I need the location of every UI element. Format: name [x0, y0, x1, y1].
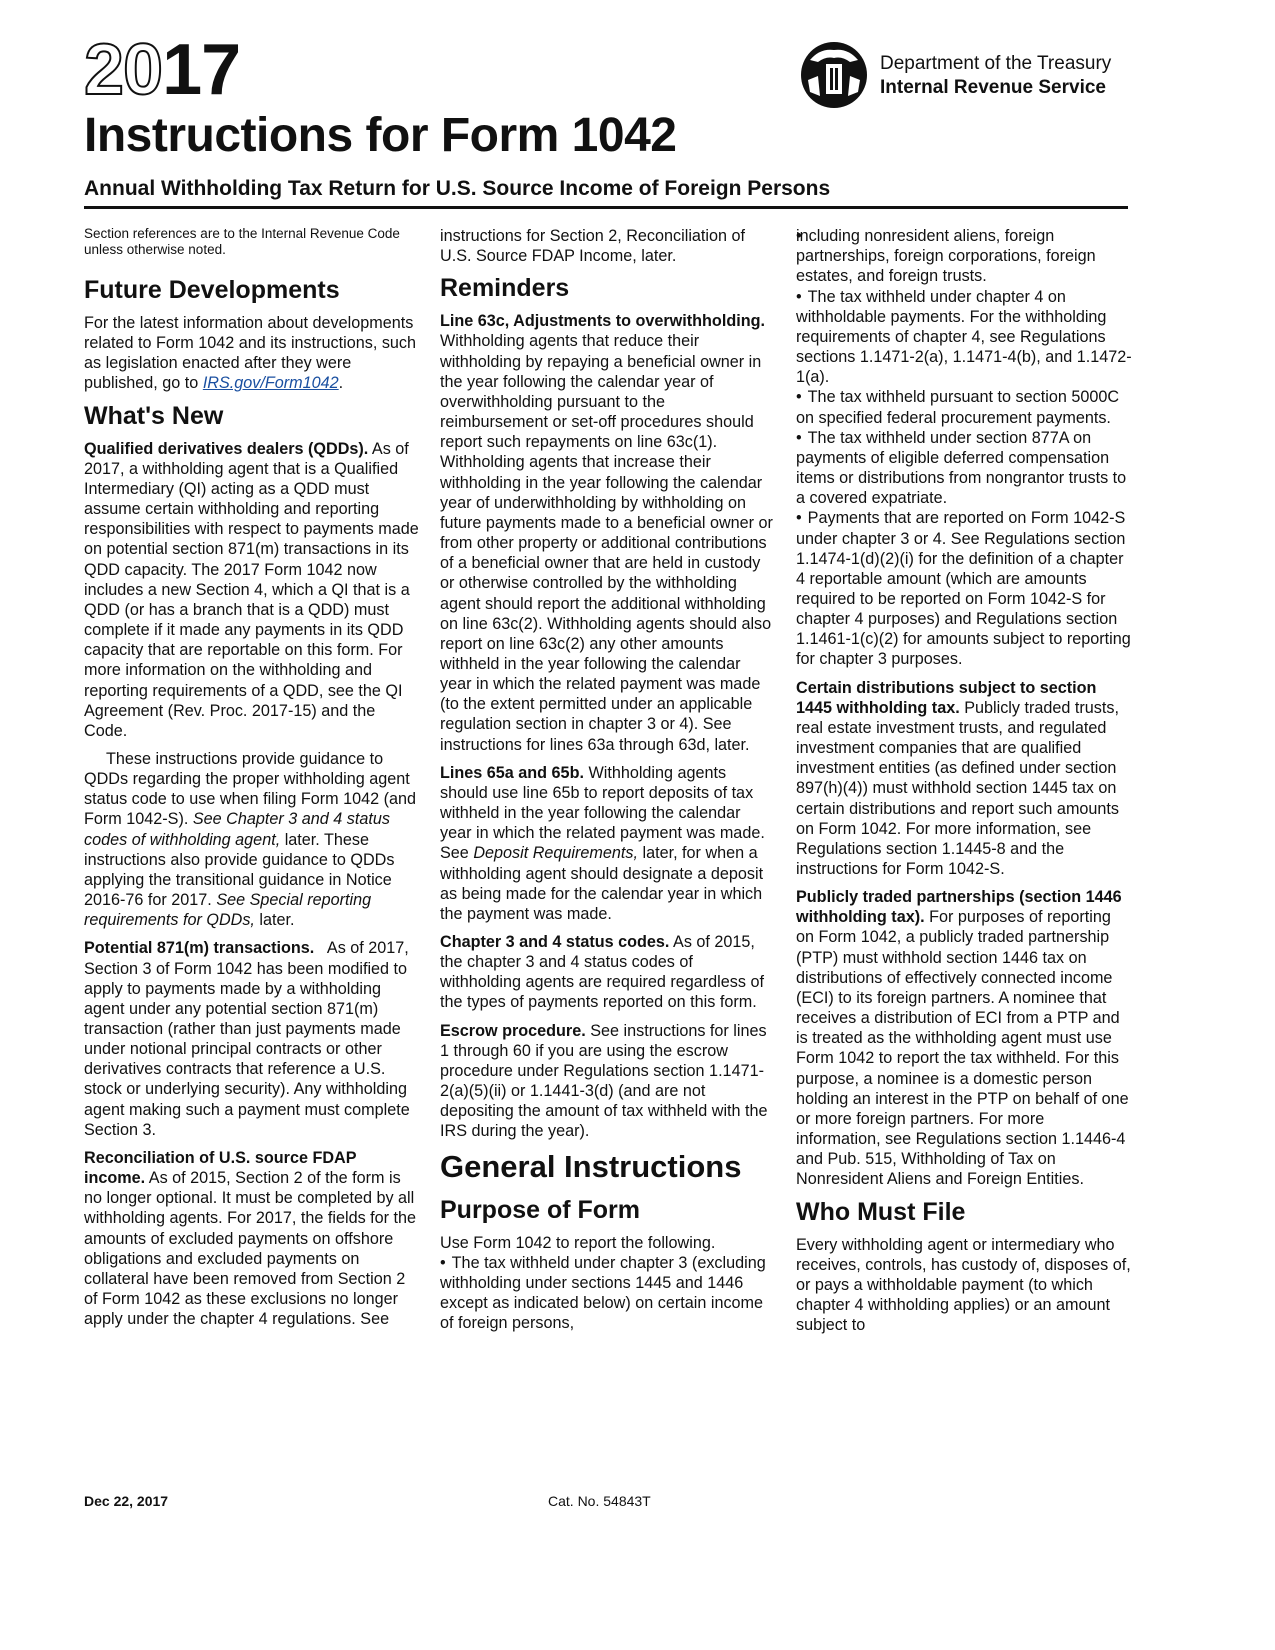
- form-year: 2017: [84, 30, 241, 110]
- reconciliation-paragraph: Reconciliation of U.S. source FDAP income. As of 2015, Section 2 of the form is no longer optional. It must be completed by all withholding agents. For 2017, the fields for the amounts of excluded payments on offshore obligations and excluded payments on collateral have been removed from Section 2 of Form 1042 as these exclusions no longer apply under the chapter 4 regulations. See: [84, 1148, 417, 1329]
- general-instructions-heading: General Instructions: [440, 1148, 742, 1184]
- header-rule: [84, 206, 1128, 209]
- purpose-bullet: • The tax withheld under chapter 3 (excluding withholding under sections 1445 and 1446 except as indicated below) on certain income of foreign persons,: [440, 1253, 776, 1334]
- who-must-file-heading: Who Must File: [796, 1197, 966, 1226]
- continued-text: instructions for Section 2, Reconciliation of U.S. Source FDAP Income, later.: [440, 227, 746, 266]
- reminders-heading: Reminders: [440, 274, 570, 303]
- page-title: Instructions for Form 1042: [84, 109, 677, 162]
- irs-form1042-link[interactable]: IRS.gov/Form1042: [202, 374, 339, 393]
- qdd-paragraph: Qualified derivatives dealers (QDDs). As of 2017, a withholding agent that is a Qualified Intermediary (QI) acting as a QDD must assume certain withholding and reporting responsibilities with respect to payments made on potential section 871(m) transactions in its QDD capacity. The 2017 Form 1042 now includes a new Section 4, which a QI that is a QDD (or has a branch that is a QDD) must complete if it made any payments in its QDD capacity that are reportable on this form. For more information on the withholding and reporting requirements of a QDD, see the QI Agreement (Rev. Proc. 2017-15) and the Code.: [84, 439, 419, 740]
- catalog-number: Cat. No. 54843T: [548, 1493, 651, 1509]
- column-2: [440, 226, 776, 1333]
- future-developments-text: For the latest information about developments related to Form 1042 and its instructions, such as legislation enacted after they were published, go to IRS.gov/Form1042.: [84, 314, 417, 393]
- column-1: [84, 226, 420, 1337]
- line-63c-paragraph: Line 63c, Adjustments to overwithholding. Withholding agents that reduce their withholding by repaying a beneficial owner in the year following the calendar year of overwithholding pursuant to the reimbursement or set-off procedures should report such repayments on line 63c(1). Withholding agents that increase their withholding in the year following the calendar year of underwithholding by withholding on future payments made to a beneficial owner or from other property or additional contributions of a beneficial owner that are held in custody or otherwise controlled by the withholding agent should report the additional withholding on line 63c(2). Withholding agents should also report on line 63c(2) any other amounts withheld in the year following the calendar year in which the related payment was made (to the extent permitted under an applicable regulation section in chapter 3 or 4). See instructions for lines 63a through 63d, later.: [440, 312, 773, 754]
- purpose-bullet: • Payments that are reported on Form 1042-S under chapter 3 or 4. See Regulations section 1.1474-1(d)(2)(i) for the definition of a chapter 4 reportable amount (which are amounts required to be reported on Form 1042-S for chapter 4 purposes) and Regulations section 1.1461-1(c)(2) for amounts subject to reporting for chapter 3 purposes.: [796, 508, 1132, 669]
- section-1445-paragraph: Certain distributions subject to section 1445 withholding tax. Publicly traded trusts, real estate investment trusts, and regulated investment companies that are qualified investment entities (as defined under section 897(h)(4)) must withhold section 1445 tax on certain distributions and report such amounts on Form 1042. For more information, see Regulations section 1.1445-8 and the instructions for Form 1042-S.: [796, 678, 1120, 878]
- potential-871m-paragraph: Potential 871(m) transactions. As of 2017, Section 3 of Form 1042 has been modified to apply to payments made by a withholding agent under any potential section 871(m) transaction (rather than just payments made under notional principal contracts or other derivatives contracts that reference a U.S. stock or underlying security). Any withholding agent making such a payment must complete Section 3.: [84, 939, 410, 1139]
- purpose-bullet: • The tax withheld under chapter 4 on withholdable payments. For the withholding requirements of chapter 4, see Regulations sections 1.1471-2(a), 1.1471-4(b), and 1.1472-1(a).: [796, 287, 1132, 388]
- whats-new-heading: What's New: [84, 401, 224, 430]
- footer-date: Dec 22, 2017: [84, 1493, 169, 1509]
- qdd-guidance-paragraph: These instructions provide guidance to QDDs regarding the proper withholding agent status code to use when filing Form 1042 (and Form 1042-S). See Chapter 3 and 4 status codes of withholding agent, later. These instructions also provide guidance to QDDs applying the transitional guidance in Notice 2016-76 for 2017. See Special reporting requirements for QDDs, later.: [84, 749, 417, 930]
- purpose-intro: Use Form 1042 to report the following.: [440, 1233, 716, 1252]
- irs-eagle-logo-icon: [796, 40, 872, 110]
- lines-65-paragraph: Lines 65a and 65b. Withholding agents should use line 65b to report deposits of tax withheld in the year following the calendar year in which the related payment was made. See Deposit Requirements, later, for when a withholding agent should designate a deposit as being made for the calendar year in which the payment was made.: [440, 763, 765, 923]
- purpose-heading: Purpose of Form: [440, 1195, 641, 1224]
- purpose-bullet: • The tax withheld pursuant to section 5000C on specified federal procurement payments.: [796, 387, 1132, 427]
- continued-bullet-text: including nonresident aliens, foreign partnerships, foreign corporations, foreign estates, and foreign trusts.: [796, 227, 1096, 286]
- form-subtitle: Annual Withholding Tax Return for U.S. Source Income of Foreign Persons: [84, 177, 831, 200]
- future-developments-heading: Future Developments: [84, 276, 340, 304]
- status-codes-paragraph: Chapter 3 and 4 status codes. As of 2015, the chapter 3 and 4 status codes of withholding agents are required regardless of the types of payments reported on this form.: [440, 933, 764, 1012]
- escrow-paragraph: Escrow procedure. See instructions for lines 1 through 60 if you are using the escrow procedure under Regulations section 1.1471-2(a)(5)(ii) or 1.1441-3(d) (and are not depositing the amount of tax withheld with the IRS during the year).: [440, 1021, 768, 1141]
- purpose-bullet: • The tax withheld under section 877A on payments of eligible deferred compensation items or distributions from nongrantor trusts to a covered expatriate.: [796, 428, 1132, 509]
- column-3: [796, 226, 1132, 1343]
- who-must-file-text: Every withholding agent or intermediary who receives, controls, has custody of, disposes of, or pays a withholdable payment (to which chapter 4 withholding applies) or an amount subject to: [796, 1235, 1131, 1335]
- agency-name: Department of the Treasury Internal Revenue Service: [880, 53, 1112, 98]
- section-note: Section references are to the Internal Revenue Code unless otherwise noted.: [84, 226, 400, 257]
- ptp-paragraph: Publicly traded partnerships (section 1446 withholding tax). For purposes of reporting on Form 1042, a publicly traded partnership (PTP) must withhold section 1446 tax on distributions of effectively connected income (ECI) to its foreign partners. A nominee that receives a distribution of ECI from a PTP and is treated as the withholding agent must use Form 1042 to report the tax withheld. For this purpose, a nominee is a domestic person holding an interest in the PTP on behalf of one or more foreign partners. For more information, see Regulations section 1.1446-4 and Pub. 515, Withholding of Tax on Nonresident Aliens and Foreign Entities.: [796, 888, 1129, 1189]
